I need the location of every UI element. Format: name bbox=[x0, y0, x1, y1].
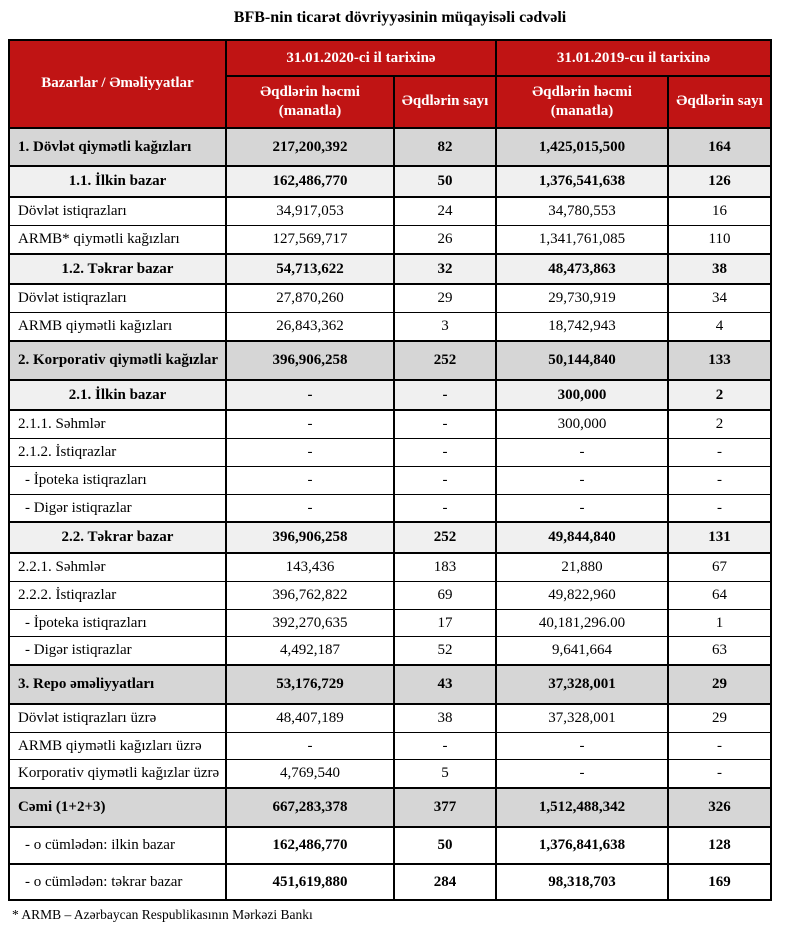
cell-2019-count: 16 bbox=[668, 197, 771, 225]
cell-2020-volume: 667,283,378 bbox=[226, 788, 394, 827]
cell-2019-count: 133 bbox=[668, 341, 771, 380]
table-row bbox=[9, 197, 771, 225]
table-row bbox=[9, 788, 771, 827]
cell-2020-volume: 162,486,770 bbox=[226, 166, 394, 197]
row-label: ARMB qiymətli kağızları üzrə bbox=[9, 732, 226, 760]
cell-2020-count: 5 bbox=[394, 760, 496, 788]
row-label: 2.1.1. Səhmlər bbox=[9, 410, 226, 438]
row-label: Dövlət istiqrazları üzrə bbox=[9, 704, 226, 732]
table-row bbox=[9, 284, 771, 312]
row-label: 2. Korporativ qiymətli kağızlar bbox=[9, 341, 226, 380]
cell-2020-volume: 217,200,392 bbox=[226, 128, 394, 167]
cell-2020-count: - bbox=[394, 494, 496, 522]
row-label: - o cümlədən: təkrar bazar bbox=[9, 864, 226, 901]
cell-2020-volume: - bbox=[226, 439, 394, 467]
cell-2019-volume: 21,880 bbox=[496, 553, 668, 581]
cell-2019-count: - bbox=[668, 494, 771, 522]
cell-2020-count: 38 bbox=[394, 704, 496, 732]
subheader-2019-volume: Əqdlərin həcmi (manatla) bbox=[496, 76, 668, 128]
table-row bbox=[9, 704, 771, 732]
header-group-row bbox=[9, 40, 771, 76]
cell-2020-volume: 162,486,770 bbox=[226, 827, 394, 864]
cell-2020-count: - bbox=[394, 410, 496, 438]
cell-2019-volume: 300,000 bbox=[496, 380, 668, 411]
row-label: 2.2.1. Səhmlər bbox=[9, 553, 226, 581]
table-row bbox=[9, 827, 771, 864]
cell-2019-count: 29 bbox=[668, 665, 771, 704]
cell-2020-count: 26 bbox=[394, 225, 496, 253]
column-group-2020: 31.01.2020-ci il tarixinə bbox=[226, 40, 496, 76]
cell-2019-volume: 300,000 bbox=[496, 410, 668, 438]
cell-2019-count: - bbox=[668, 466, 771, 494]
cell-2020-count: 252 bbox=[394, 341, 496, 380]
table-row bbox=[9, 166, 771, 197]
table-row bbox=[9, 609, 771, 637]
cell-2019-volume: 98,318,703 bbox=[496, 864, 668, 901]
cell-2020-volume: - bbox=[226, 732, 394, 760]
cell-2019-volume: 34,780,553 bbox=[496, 197, 668, 225]
cell-2019-count: 128 bbox=[668, 827, 771, 864]
row-label: - Digər istiqrazlar bbox=[9, 637, 226, 665]
cell-2020-volume: 143,436 bbox=[226, 553, 394, 581]
corner-header-cell: Bazarlar / Əməliyyatlar bbox=[9, 40, 226, 128]
table-row bbox=[9, 665, 771, 704]
cell-2020-volume: 54,713,622 bbox=[226, 254, 394, 285]
cell-2020-volume: 26,843,362 bbox=[226, 313, 394, 341]
row-label: 1.2. Təkrar bazar bbox=[9, 254, 226, 285]
table-row bbox=[9, 341, 771, 380]
cell-2019-volume: 9,641,664 bbox=[496, 637, 668, 665]
row-label: Cəmi (1+2+3) bbox=[9, 788, 226, 827]
cell-2020-volume: 396,906,258 bbox=[226, 341, 394, 380]
cell-2019-count: 67 bbox=[668, 553, 771, 581]
row-label: ARMB qiymətli kağızları bbox=[9, 313, 226, 341]
cell-2020-volume: - bbox=[226, 494, 394, 522]
cell-2020-count: 3 bbox=[394, 313, 496, 341]
row-label: 3. Repo əməliyyatları bbox=[9, 665, 226, 704]
cell-2019-volume: 48,473,863 bbox=[496, 254, 668, 285]
cell-2019-count: 164 bbox=[668, 128, 771, 167]
cell-2019-count: 38 bbox=[668, 254, 771, 285]
cell-2020-count: 50 bbox=[394, 166, 496, 197]
cell-2020-count: 284 bbox=[394, 864, 496, 901]
row-label: 1. Dövlət qiymətli kağızları bbox=[9, 128, 226, 167]
subheader-2020-volume: Əqdlərin həcmi (manatla) bbox=[226, 76, 394, 128]
cell-2019-volume: 1,376,541,638 bbox=[496, 166, 668, 197]
cell-2020-volume: 451,619,880 bbox=[226, 864, 394, 901]
cell-2020-volume: 48,407,189 bbox=[226, 704, 394, 732]
cell-2020-count: 69 bbox=[394, 581, 496, 609]
row-label: Korporativ qiymətli kağızlar üzrə bbox=[9, 760, 226, 788]
table-header bbox=[9, 40, 771, 128]
cell-2019-volume: 37,328,001 bbox=[496, 704, 668, 732]
row-label: 2.1.2. İstiqrazlar bbox=[9, 439, 226, 467]
cell-2019-volume: 50,144,840 bbox=[496, 341, 668, 380]
cell-2019-count: 2 bbox=[668, 410, 771, 438]
cell-2019-volume: - bbox=[496, 760, 668, 788]
cell-2020-count: 50 bbox=[394, 827, 496, 864]
table-row bbox=[9, 313, 771, 341]
cell-2019-volume: - bbox=[496, 494, 668, 522]
cell-2019-count: 34 bbox=[668, 284, 771, 312]
cell-2020-volume: - bbox=[226, 380, 394, 411]
cell-2019-volume: 29,730,919 bbox=[496, 284, 668, 312]
cell-2019-volume: 40,181,296.00 bbox=[496, 609, 668, 637]
cell-2020-volume: 4,769,540 bbox=[226, 760, 394, 788]
row-label: 2.2.2. İstiqrazlar bbox=[9, 581, 226, 609]
cell-2020-volume: - bbox=[226, 466, 394, 494]
row-label: - İpoteka istiqrazları bbox=[9, 609, 226, 637]
table-row bbox=[9, 522, 771, 553]
table-row bbox=[9, 637, 771, 665]
cell-2020-volume: - bbox=[226, 410, 394, 438]
cell-2020-count: - bbox=[394, 380, 496, 411]
cell-2020-count: 82 bbox=[394, 128, 496, 167]
table-row bbox=[9, 760, 771, 788]
cell-2020-count: 183 bbox=[394, 553, 496, 581]
table-row bbox=[9, 439, 771, 467]
table-row bbox=[9, 864, 771, 901]
table-body bbox=[9, 128, 771, 901]
cell-2019-count: 1 bbox=[668, 609, 771, 637]
row-label: 1.1. İlkin bazar bbox=[9, 166, 226, 197]
subheader-2019-count: Əqdlərin sayı bbox=[668, 76, 771, 128]
cell-2020-volume: 4,492,187 bbox=[226, 637, 394, 665]
column-group-2019: 31.01.2019-cu il tarixinə bbox=[496, 40, 771, 76]
cell-2019-volume: 1,341,761,085 bbox=[496, 225, 668, 253]
cell-2019-count: 126 bbox=[668, 166, 771, 197]
cell-2019-volume: 49,822,960 bbox=[496, 581, 668, 609]
row-label: ARMB* qiymətli kağızları bbox=[9, 225, 226, 253]
cell-2020-count: - bbox=[394, 439, 496, 467]
cell-2020-volume: 396,906,258 bbox=[226, 522, 394, 553]
cell-2019-volume: 1,376,841,638 bbox=[496, 827, 668, 864]
cell-2019-count: - bbox=[668, 732, 771, 760]
cell-2019-count: 110 bbox=[668, 225, 771, 253]
cell-2019-volume: 1,425,015,500 bbox=[496, 128, 668, 167]
cell-2019-count: 169 bbox=[668, 864, 771, 901]
cell-2020-volume: 53,176,729 bbox=[226, 665, 394, 704]
cell-2020-count: - bbox=[394, 732, 496, 760]
cell-2020-count: 252 bbox=[394, 522, 496, 553]
table-row bbox=[9, 410, 771, 438]
comparison-table bbox=[8, 39, 772, 901]
footnote: * ARMB – Azərbaycan Respublikasının Mərkəzi Bankı bbox=[12, 907, 313, 923]
cell-2019-count: 326 bbox=[668, 788, 771, 827]
cell-2019-count: 29 bbox=[668, 704, 771, 732]
table-row bbox=[9, 553, 771, 581]
cell-2019-volume: - bbox=[496, 439, 668, 467]
page-title: BFB-nin ticarət dövriyyəsinin müqayisəli cədvəli bbox=[233, 9, 567, 26]
row-label: Dövlət istiqrazları bbox=[9, 284, 226, 312]
cell-2020-count: 52 bbox=[394, 637, 496, 665]
row-label: - o cümlədən: ilkin bazar bbox=[9, 827, 226, 864]
table-row bbox=[9, 225, 771, 253]
cell-2019-count: - bbox=[668, 439, 771, 467]
cell-2020-volume: 396,762,822 bbox=[226, 581, 394, 609]
cell-2019-count: 2 bbox=[668, 380, 771, 411]
cell-2019-volume: 18,742,943 bbox=[496, 313, 668, 341]
cell-2019-count: 4 bbox=[668, 313, 771, 341]
row-label: Dövlət istiqrazları bbox=[9, 197, 226, 225]
cell-2019-count: 63 bbox=[668, 637, 771, 665]
cell-2020-count: 29 bbox=[394, 284, 496, 312]
table-row bbox=[9, 380, 771, 411]
cell-2019-count: 131 bbox=[668, 522, 771, 553]
cell-2020-volume: 27,870,260 bbox=[226, 284, 394, 312]
row-label: - İpoteka istiqrazları bbox=[9, 466, 226, 494]
subheader-2020-count: Əqdlərin sayı bbox=[394, 76, 496, 128]
row-label: 2.2. Təkrar bazar bbox=[9, 522, 226, 553]
cell-2019-count: - bbox=[668, 760, 771, 788]
cell-2019-volume: - bbox=[496, 466, 668, 494]
cell-2019-volume: 37,328,001 bbox=[496, 665, 668, 704]
table-row bbox=[9, 254, 771, 285]
cell-2020-volume: 392,270,635 bbox=[226, 609, 394, 637]
table-row bbox=[9, 581, 771, 609]
table-row bbox=[9, 732, 771, 760]
cell-2019-volume: 49,844,840 bbox=[496, 522, 668, 553]
table-row bbox=[9, 128, 771, 167]
cell-2020-count: 24 bbox=[394, 197, 496, 225]
cell-2019-count: 64 bbox=[668, 581, 771, 609]
row-label: 2.1. İlkin bazar bbox=[9, 380, 226, 411]
cell-2020-count: 43 bbox=[394, 665, 496, 704]
cell-2020-count: 17 bbox=[394, 609, 496, 637]
cell-2019-volume: - bbox=[496, 732, 668, 760]
cell-2020-volume: 34,917,053 bbox=[226, 197, 394, 225]
cell-2020-count: 377 bbox=[394, 788, 496, 827]
cell-2019-volume: 1,512,488,342 bbox=[496, 788, 668, 827]
row-label: - Digər istiqrazlar bbox=[9, 494, 226, 522]
cell-2020-count: - bbox=[394, 466, 496, 494]
table-row bbox=[9, 494, 771, 522]
cell-2020-volume: 127,569,717 bbox=[226, 225, 394, 253]
table-row bbox=[9, 466, 771, 494]
cell-2020-count: 32 bbox=[394, 254, 496, 285]
